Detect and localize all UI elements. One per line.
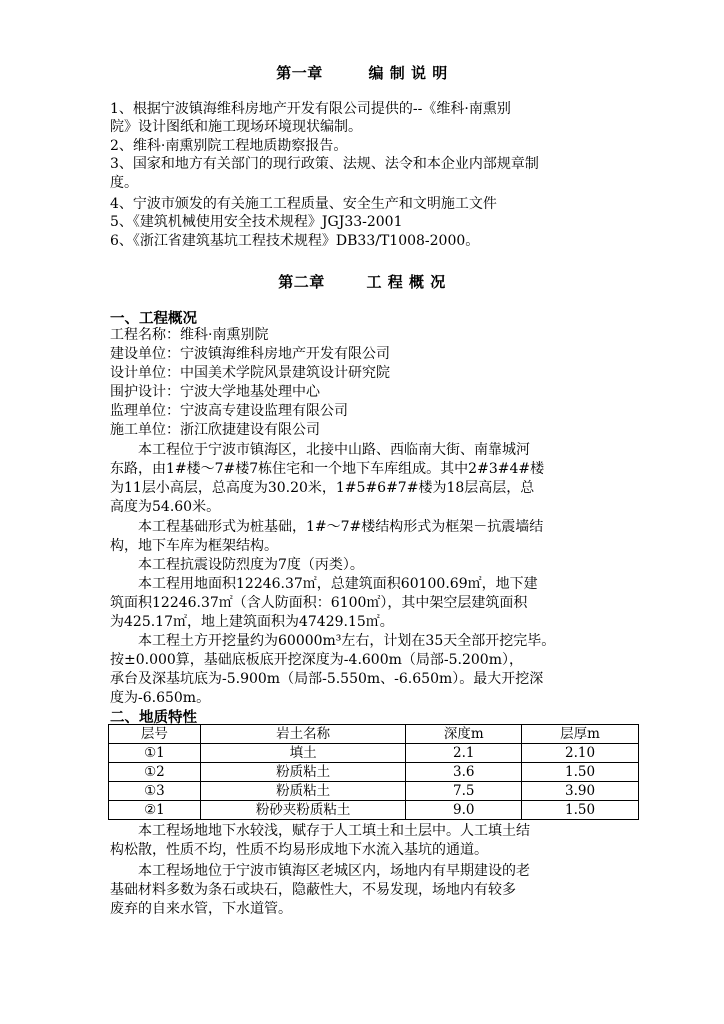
- ch1-line-2: 院》设计图纸和施工现场环境现状编制。: [110, 119, 362, 135]
- para-line-10: 为425.17㎡，地上建筑面积为47429.15㎡。: [110, 614, 394, 630]
- para-line-13: 承台及深基坑底为-5.900m（局部-5.550m、-6.650m）。最大开挖深: [110, 671, 544, 687]
- cell-layer: ②1: [109, 801, 201, 820]
- cell-thickness: 2.10: [522, 744, 639, 763]
- para-line-8: 本工程用地面积12246.37㎡，总建筑面积60100.69㎡，地下建: [110, 576, 538, 592]
- after-line-2: 构松散，性质不均，性质不均易形成地下水流入基坑的通道。: [110, 842, 488, 858]
- geology-table: [108, 724, 639, 820]
- section1-heading: 一、工程概况: [110, 311, 197, 327]
- ch1-line-4: 3、国家和地方有关部门的现行政策、法规、法令和本企业内部规章制: [110, 156, 539, 172]
- header-layer: 层号: [109, 725, 201, 744]
- cell-depth: 3.6: [406, 763, 522, 782]
- header-soil-name: 岩土名称: [200, 725, 406, 744]
- ch1-line-5: 度。: [110, 175, 138, 191]
- chapter2-title: [0, 271, 724, 292]
- ch1-line-1: 1、根据宁波镇海维科房地产开发有限公司提供的--《维科·南熏别: [110, 101, 511, 117]
- cell-soil-name: 粉质粘土: [200, 763, 406, 782]
- para-line-9: 筑面积12246.37㎡（含人防面积：6100㎡），其中架空层建筑面积: [110, 595, 528, 611]
- ch1-line-3: 2、维科·南熏别院工程地质勘察报告。: [110, 138, 348, 154]
- info-line-2: 建设单位：宁波镇海维科房地产开发有限公司: [110, 346, 390, 362]
- cell-layer: ①2: [109, 763, 201, 782]
- chapter2-number: 第二章: [278, 273, 325, 291]
- table-row: [109, 801, 639, 820]
- cell-layer: ①1: [109, 744, 201, 763]
- header-depth: 深度m: [406, 725, 522, 744]
- info-line-6: 施工单位：浙江欣捷建设有限公司: [110, 422, 320, 438]
- chapter1-name: 编 制 说 明: [368, 64, 448, 82]
- after-line-1: 本工程场地地下水较浅，赋存于人工填土和土层中。人工填土结: [110, 823, 530, 839]
- chapter2-name: 工 程 概 况: [366, 273, 446, 291]
- cell-thickness: 1.50: [522, 763, 639, 782]
- cell-thickness: 3.90: [522, 782, 639, 801]
- after-line-4: 基础材料多数为条石或块石，隐蔽性大，不易发现，场地内有较多: [110, 882, 516, 898]
- info-line-3: 设计单位：中国美术学院风景建筑设计研究院: [110, 365, 390, 381]
- cell-soil-name: 填土: [200, 744, 406, 763]
- after-line-3: 本工程场地位于宁波市镇海区老城区内，场地内有早期建设的老: [110, 863, 530, 879]
- para-line-6: 构，地下车库为框架结构。: [110, 538, 278, 554]
- para-line-4: 高度为54.60米。: [110, 499, 221, 515]
- ch1-line-7: 5、《建筑机械使用安全技术规程》JGJ33-2001: [110, 214, 403, 230]
- para-line-2: 东路，由1#楼～7#楼7栋住宅和一个地下车库组成。其中2#3#4#楼: [110, 461, 545, 477]
- para-line-5: 本工程基础形式为桩基础，1#～7#楼结构形式为框架－抗震墙结: [110, 519, 544, 535]
- para-line-14: 度为-6.650m。: [110, 690, 211, 706]
- cell-layer: ①3: [109, 782, 201, 801]
- cell-soil-name: 粉质粘土: [200, 782, 406, 801]
- ch1-line-8: 6、《浙江省建筑基坑工程技术规程》DB33/T1008-2000。: [110, 233, 480, 249]
- section2-heading: 二、地质特性: [110, 710, 197, 726]
- header-thickness: 层厚m: [522, 725, 639, 744]
- para-line-11: 本工程土方开挖量约为60000m³左右，计划在35天全部开挖完毕。: [110, 633, 556, 649]
- cell-depth: 7.5: [406, 782, 522, 801]
- para-line-7: 本工程抗震设防烈度为7度（丙类）。: [110, 557, 364, 573]
- para-line-3: 为11层小高层，总高度为30.20米，1#5#6#7#楼为18层高层，总: [110, 480, 535, 496]
- para-line-12: 按±0.000算，基础底板底开挖深度为-4.600m（局部-5.200m），: [110, 652, 523, 668]
- table-header-row: [109, 725, 639, 744]
- para-line-1: 本工程位于宁波市镇海区，北接中山路、西临南大街、南靠城河: [110, 442, 530, 458]
- table-row: [109, 763, 639, 782]
- table-row: [109, 744, 639, 763]
- cell-depth: 2.1: [406, 744, 522, 763]
- ch1-line-6: 4、宁波市颁发的有关施工工程质量、安全生产和文明施工文件: [110, 196, 497, 212]
- table-row: [109, 782, 639, 801]
- after-line-5: 废弃的自来水管，下水道管。: [110, 901, 292, 917]
- info-line-5: 监理单位：宁波高专建设监理有限公司: [110, 403, 348, 419]
- info-line-1: 工程名称：维科·南熏别院: [110, 327, 269, 343]
- info-line-4: 围护设计：宁波大学地基处理中心: [110, 384, 320, 400]
- cell-soil-name: 粉砂夹粉质粘土: [200, 801, 406, 820]
- cell-depth: 9.0: [406, 801, 522, 820]
- chapter1-title: [0, 62, 724, 83]
- cell-thickness: 1.50: [522, 801, 639, 820]
- chapter1-number: 第一章: [276, 64, 323, 82]
